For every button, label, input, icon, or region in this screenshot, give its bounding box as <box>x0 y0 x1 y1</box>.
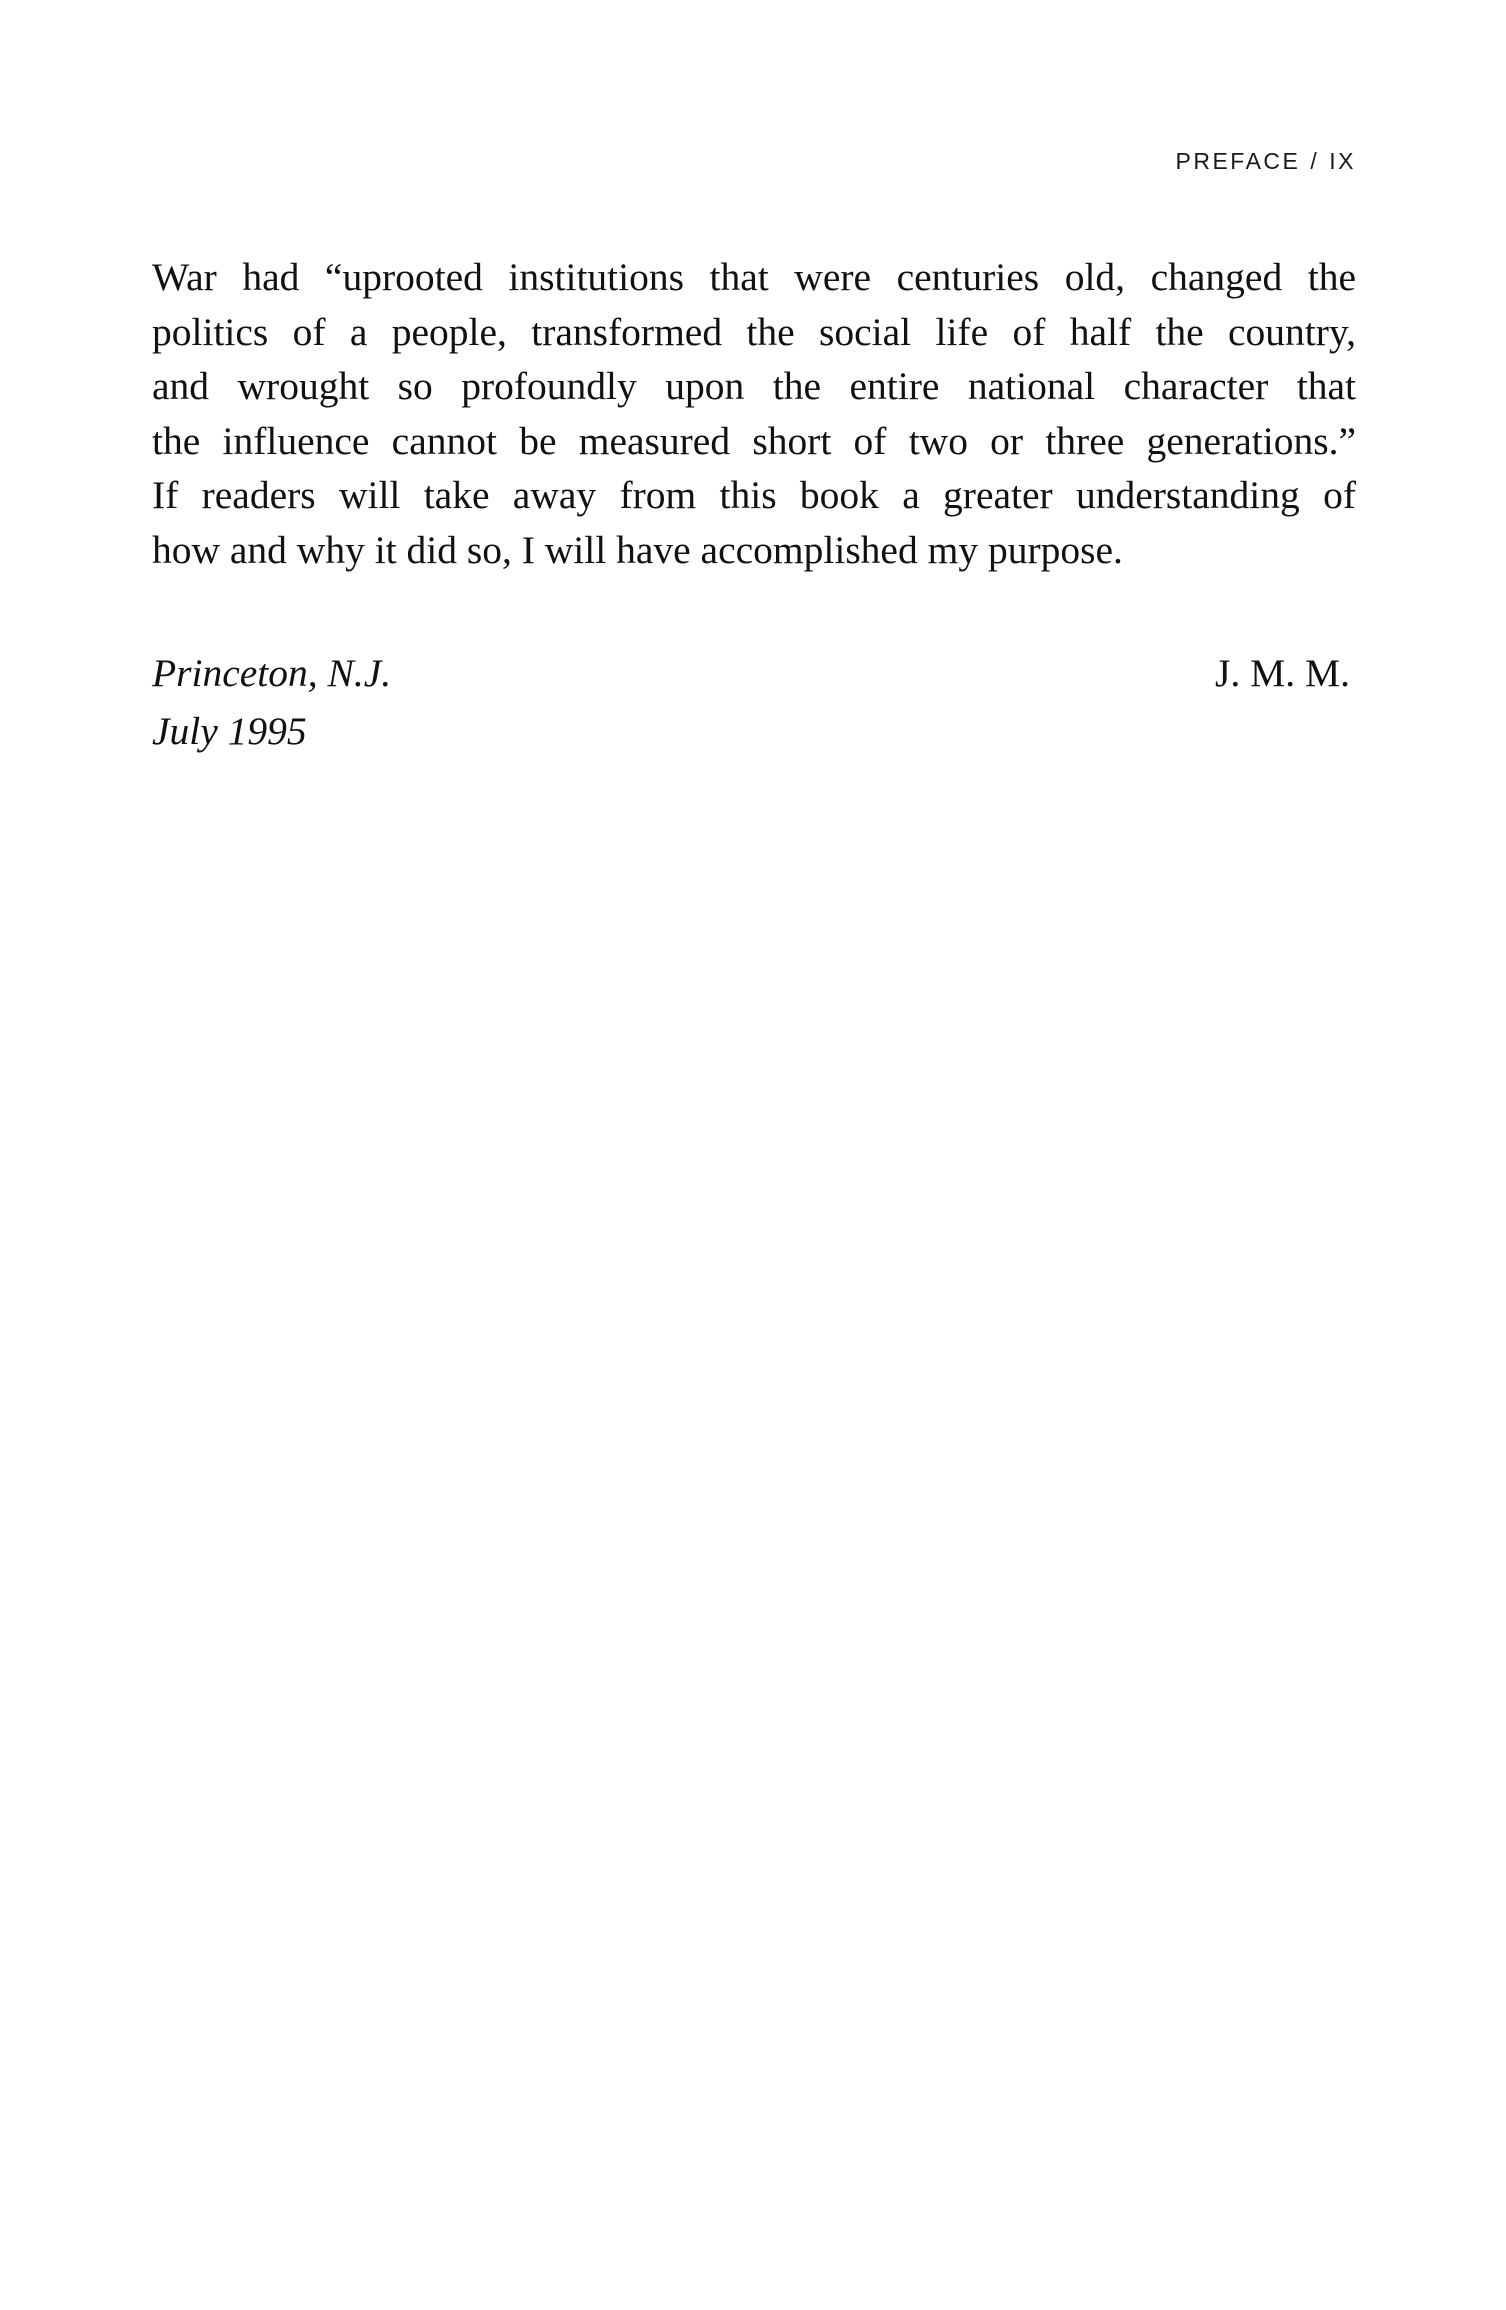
running-head-section: PREFACE <box>1175 148 1301 174</box>
place-date <box>152 644 391 760</box>
preface-paragraph <box>152 250 1356 577</box>
running-head-separator: / <box>1310 148 1320 174</box>
page-number: IX <box>1329 148 1356 174</box>
paragraph-line: politics of a people, transformed the social life of half the country, <box>152 309 1356 354</box>
paragraph-line: If readers will take away from this book a greater understanding of <box>152 473 1356 517</box>
signoff-place: Princeton, N.J. <box>152 651 392 695</box>
paragraph-line: War had “uprooted institutions that were centuries old, changed the <box>152 255 1356 299</box>
paragraph-line: how and why it did so, I will have accomplished my purpose. <box>152 527 1123 572</box>
paragraph-line: and wrought so profoundly upon the entire national character that <box>152 364 1356 408</box>
author-initials: J. M. M. <box>1215 651 1350 695</box>
running-head <box>1176 148 1357 175</box>
paragraph-line: the influence cannot be measured short of two or three generations.” <box>152 418 1356 463</box>
signoff-date: July 1995 <box>152 709 307 753</box>
